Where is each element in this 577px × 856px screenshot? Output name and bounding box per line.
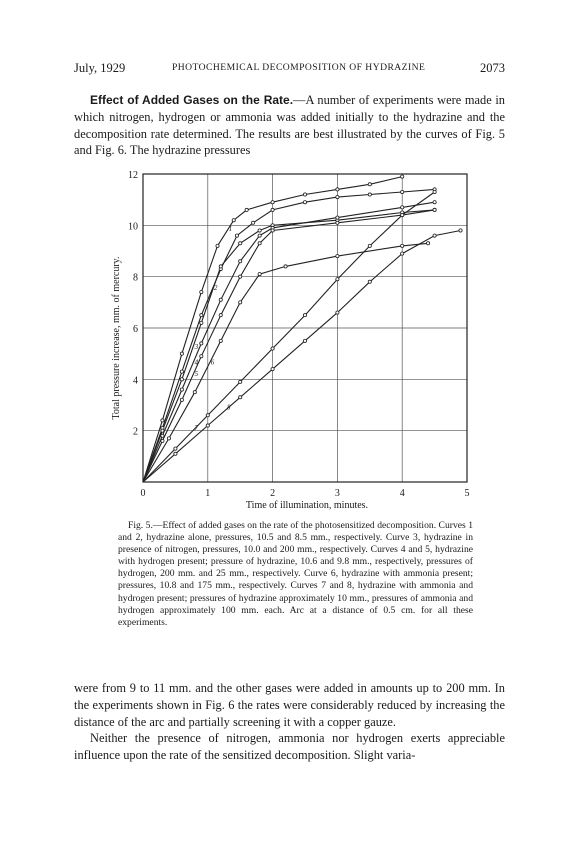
curve-label: 2 xyxy=(214,284,218,293)
y-tick-label: 12 xyxy=(128,170,138,181)
section-heading: Effect of Added Gases on the Rate. xyxy=(90,93,294,107)
data-point xyxy=(368,244,371,247)
data-point xyxy=(161,439,164,442)
data-point xyxy=(336,221,339,224)
data-point xyxy=(206,414,209,417)
y-tick-label: 2 xyxy=(133,426,138,438)
data-point xyxy=(258,229,261,232)
series-line-6 xyxy=(143,243,428,482)
data-point xyxy=(336,255,339,258)
data-point xyxy=(427,242,430,245)
data-point xyxy=(180,388,183,391)
data-point xyxy=(401,213,404,216)
data-point xyxy=(200,342,203,345)
series-line-8 xyxy=(143,231,461,483)
data-point xyxy=(216,244,219,247)
x-tick-label: 5 xyxy=(464,488,470,499)
data-point xyxy=(239,275,242,278)
data-point xyxy=(271,367,274,370)
data-point xyxy=(161,419,164,422)
data-point xyxy=(303,201,306,204)
x-axis-label: Time of illumination, minutes. xyxy=(245,500,369,511)
data-point xyxy=(167,437,170,440)
data-point xyxy=(401,175,404,178)
data-point xyxy=(161,429,164,432)
data-point xyxy=(258,242,261,245)
data-point xyxy=(180,352,183,355)
curve-label: 3 xyxy=(194,343,199,352)
data-point xyxy=(219,314,222,317)
x-tick-label: 3 xyxy=(334,488,340,499)
data-point xyxy=(271,208,274,211)
data-point xyxy=(336,216,339,219)
intro-text: —A number of experiments were made in which nitrogen, hydrogen or ammonia was added initially to the hydrazine and the decomposition rate determined. The results are best illustrated by the curves of Fig. 5 and Fig. 6. The hydrazine pressures xyxy=(74,93,506,158)
x-tick-label: 1 xyxy=(205,488,211,499)
running-head xyxy=(74,61,505,77)
data-point xyxy=(368,280,371,283)
data-point xyxy=(271,229,274,232)
data-point xyxy=(303,314,306,317)
data-point xyxy=(239,242,242,245)
series-line-4 xyxy=(143,202,435,482)
figure-5 xyxy=(100,162,490,512)
data-point xyxy=(206,424,209,427)
chart-grid xyxy=(143,174,467,482)
curve-label: 5 xyxy=(194,370,199,379)
x-tick-label: 2 xyxy=(270,488,276,499)
data-point xyxy=(235,234,238,237)
data-point xyxy=(336,188,339,191)
data-point xyxy=(200,355,203,358)
y-tick-label: 10 xyxy=(128,221,138,233)
data-point xyxy=(271,347,274,350)
data-point xyxy=(219,298,222,301)
page-number: 2073 xyxy=(480,61,505,75)
data-point xyxy=(336,196,339,199)
data-point xyxy=(239,260,242,263)
body-paragraph-1: were from 9 to 11 mm. and the other gases were added in amounts up to 200 mm. In the experiments shown in Fig. 6 the rates were considerably reduced by increasing the distance of the arc and partially screening it with a copper gauze. xyxy=(74,681,505,729)
data-point xyxy=(232,219,235,222)
y-axis-label: Total pressure increase, mm. of mercury. xyxy=(111,256,122,420)
y-tick-label: 4 xyxy=(133,375,138,387)
series-line-2 xyxy=(143,189,435,482)
data-point xyxy=(368,183,371,186)
x-tick-label: 4 xyxy=(399,488,405,499)
data-point xyxy=(245,208,248,211)
data-point xyxy=(401,244,404,247)
data-point xyxy=(401,252,404,255)
data-point xyxy=(252,221,255,224)
data-point xyxy=(180,370,183,373)
data-point xyxy=(193,391,196,394)
data-point xyxy=(271,201,274,204)
series-line-3 xyxy=(143,210,435,482)
data-point xyxy=(174,452,177,455)
data-point xyxy=(219,265,222,268)
caption-label: Fig. 5. xyxy=(128,520,153,531)
data-point xyxy=(200,314,203,317)
data-point xyxy=(303,193,306,196)
chart-points xyxy=(161,175,462,455)
y-tick-label: 6 xyxy=(133,324,138,335)
curve-label: 1 xyxy=(228,225,233,234)
data-point xyxy=(336,278,339,281)
data-point xyxy=(200,321,203,324)
article-title: PHOTOCHEMICAL DECOMPOSITION OF HYDRAZINE xyxy=(172,62,426,73)
x-tick-label: 0 xyxy=(140,488,146,499)
figure-caption xyxy=(118,520,473,629)
data-point xyxy=(180,398,183,401)
data-point xyxy=(258,234,261,237)
pressure-time-chart xyxy=(100,162,490,512)
data-point xyxy=(239,380,242,383)
data-point xyxy=(433,201,436,204)
data-point xyxy=(174,447,177,450)
data-point xyxy=(433,208,436,211)
data-point xyxy=(336,311,339,314)
data-point xyxy=(459,229,462,232)
data-point xyxy=(258,273,261,276)
intro-paragraph xyxy=(74,92,505,159)
curve-label: 6 xyxy=(210,358,215,367)
curve-label: 7 xyxy=(194,423,199,432)
data-point xyxy=(433,190,436,193)
data-point xyxy=(239,396,242,399)
curve-label: 8 xyxy=(227,403,231,412)
chart-ticks xyxy=(128,170,470,499)
curve-label: 4 xyxy=(194,358,199,367)
data-point xyxy=(433,234,436,237)
series-line-5 xyxy=(143,210,435,482)
data-point xyxy=(401,206,404,209)
chart-curves xyxy=(143,177,461,482)
data-point xyxy=(200,290,203,293)
body-paragraph-2: Neither the presence of nitrogen, ammonia nor hydrogen exerts appreciable influence upon the rate of the sensitized decomposition. Slight varia- xyxy=(74,731,505,763)
data-point xyxy=(303,339,306,342)
data-point xyxy=(368,193,371,196)
data-point xyxy=(284,265,287,268)
issue-date: July, 1929 xyxy=(74,61,126,75)
y-tick-label: 8 xyxy=(133,272,138,284)
data-point xyxy=(161,434,164,437)
data-point xyxy=(219,339,222,342)
data-point xyxy=(401,190,404,193)
body-continuation xyxy=(74,680,505,764)
data-point xyxy=(180,378,183,381)
data-point xyxy=(239,301,242,304)
caption-text: —Effect of added gases on the rate of the photosensitized decomposition. Curves 1 and 2, hydrazine alone, pressures, 10.5 and 8.5 mm., respectively. Curve 3, hydrazine in presence of nitrogen, pressures, 10.0 and 200 mm., respectively. Curves 4 and 5, hydrazine with hydrogen present; pressure of hydrazine, 10.6 and 9.8 mm., respectively, pressures of hydrogen, 200 mm. and 25 mm., respectively. Curve 6, hydrazine with ammonia present; pressures, 10.8 and 175 mm., respectively. Curves 7 and 8, hydrazine with ammonia and hydrogen present; pressures of hydrazine approximately 10 mm., pressures of ammonia and hydrogen approximately 100 mm. each. Arc at a distance of 0.5 cm. for all these experiments. xyxy=(118,520,474,628)
